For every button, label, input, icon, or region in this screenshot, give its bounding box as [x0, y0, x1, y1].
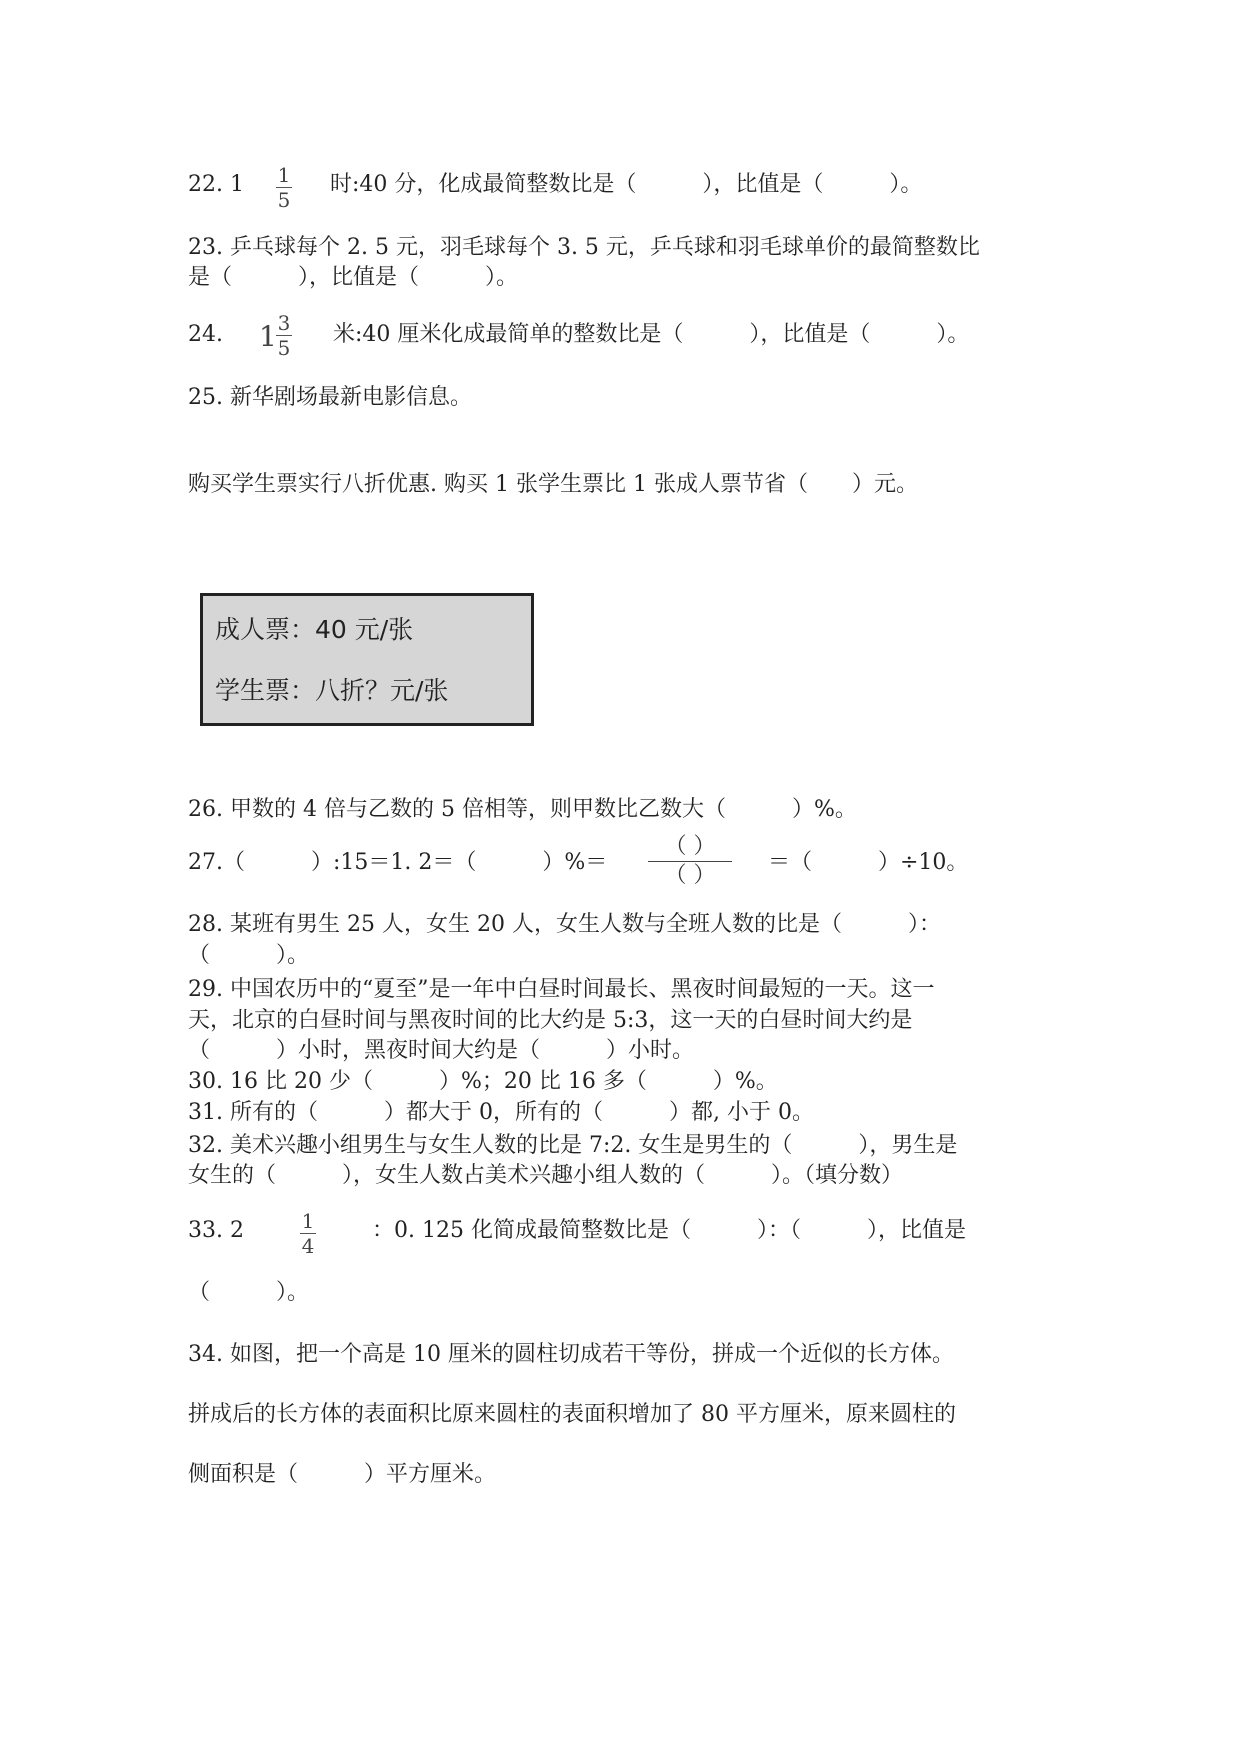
q24-frac-numerator: 3 [277, 311, 291, 335]
q23-line1: 23. 乒乓球每个 2. 5 元，羽毛球每个 3. 5 元，乒乓球和羽毛球单价的最简整数比 [188, 235, 980, 260]
q33-prefix: 33. 2 [188, 1218, 244, 1243]
q33-fraction [300, 1210, 316, 1257]
q26-text: 26. 甲数的 4 倍与乙数的 5 倍相等，则甲数比乙数大（ ）%。 [188, 797, 857, 822]
q29-line1: 29. 中国农历中的“夏至”是一年中白昼时间最长、黑夜时间最短的一天。这一 [188, 977, 935, 1002]
ticket-student-price: 学生票：八折？元/张 [215, 676, 449, 705]
q27-blank-fraction [648, 834, 732, 889]
q27-blank-denominator: （ ） [664, 863, 716, 888]
q24-prefix: 24. [188, 322, 223, 347]
q22-text: 时:40 分，化成最简整数比是（ ），比值是（ ）。 [330, 172, 923, 197]
q23-line2: 是（ ），比值是（ ）。 [188, 265, 519, 290]
q34-line1: 34. 如图，把一个高是 10 厘米的圆柱切成若干等份，拼成一个近似的长方体。 [188, 1342, 954, 1367]
q33-frac-denominator: 4 [301, 1234, 315, 1258]
q29-line2: 天，北京的白昼时间与黑夜时间的比大约是 5:3，这一天的白昼时间大约是 [188, 1008, 913, 1033]
q24-whole-number: 1 [259, 320, 277, 353]
ticket-price-box [200, 593, 534, 726]
q33-line2: （ ）。 [188, 1280, 310, 1305]
q32-line2: 女生的（ ），女生人数占美术兴趣小组人数的（ ）。（填分数） [188, 1163, 904, 1188]
ticket-adult-price: 成人票：40 元/张 [215, 615, 414, 644]
q30-text: 30. 16 比 20 少（ ）%；20 比 16 多（ ）%。 [188, 1069, 778, 1094]
q29-line3: （ ）小时，黑夜时间大约是（ ）小时。 [188, 1038, 695, 1063]
q34-line2: 拼成后的长方体的表面积比原来圆柱的表面积增加了 80 平方厘米，原来圆柱的 [188, 1402, 956, 1427]
q27-right: ＝（ ）÷10。 [768, 850, 969, 875]
q33-text: ：0. 125 化简成最简整数比是（ ）：（ ），比值是 [372, 1218, 966, 1243]
q25-line2: 购买学生票实行八折优惠. 购买 1 张学生票比 1 张成人票节省（ ）元。 [188, 472, 918, 497]
q27-left: 27.（ ）:15＝1. 2＝（ ）%＝ [188, 850, 608, 875]
q22-frac-denominator: 5 [277, 188, 291, 212]
q25-line1: 25. 新华剧场最新电影信息。 [188, 385, 472, 410]
q24-fraction [276, 312, 292, 359]
q31-text: 31. 所有的（ ）都大于 0，所有的（ ）都, 小于 0。 [188, 1100, 814, 1125]
q22-frac-numerator: 1 [277, 163, 291, 187]
q22-fraction [276, 164, 292, 211]
q28-line2: （ ）。 [188, 943, 310, 968]
q24-frac-denominator: 5 [277, 336, 291, 360]
q34-line3: 侧面积是（ ）平方厘米。 [188, 1462, 497, 1487]
q28-line1: 28. 某班有男生 25 人，女生 20 人，女生人数与全班人数的比是（ ）： [188, 912, 941, 937]
q27-blank-numerator: （ ） [664, 834, 716, 859]
q22-prefix: 22. 1 [188, 172, 244, 197]
q33-frac-numerator: 1 [301, 1209, 315, 1233]
q32-line1: 32. 美术兴趣小组男生与女生人数的比是 7:2. 女生是男生的（ ），男生是 [188, 1133, 958, 1158]
q24-text: 米:40 厘米化成最简单的整数比是（ ），比值是（ ）。 [333, 322, 970, 347]
